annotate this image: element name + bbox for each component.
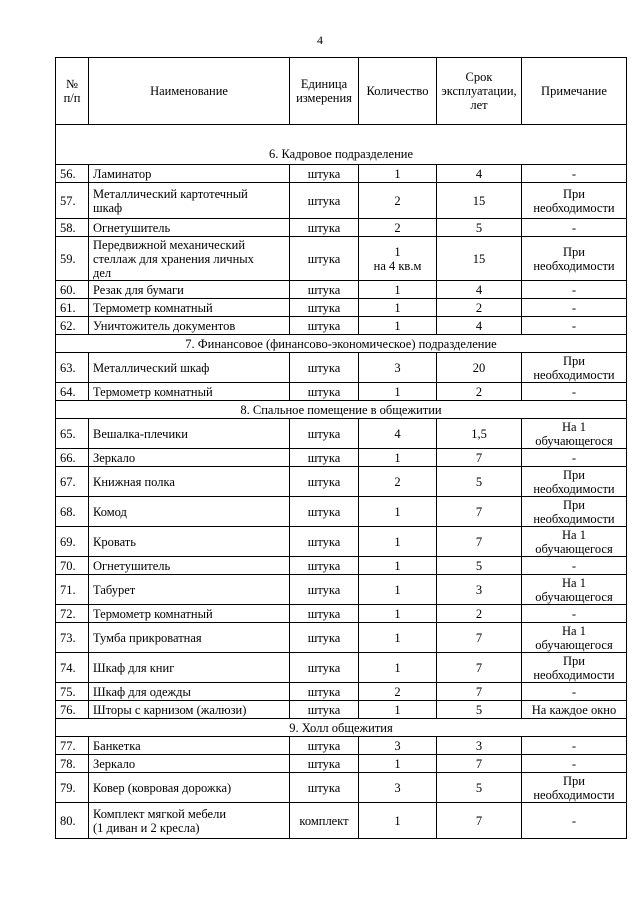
service-life: 7 (437, 683, 522, 701)
cell-line: При (563, 497, 585, 512)
table-row (56, 683, 627, 701)
service-life: 5 (437, 701, 522, 719)
note (522, 623, 627, 653)
table-row (56, 527, 627, 557)
table-row (56, 281, 627, 299)
item-name (89, 755, 290, 773)
cell-line: При (563, 467, 585, 482)
cell-line: 1 (394, 660, 401, 675)
service-life: 7 (437, 449, 522, 467)
note (522, 653, 627, 683)
cell-line: 1 (394, 300, 401, 315)
cell-line: (1 диван и 2 кресла) (93, 820, 200, 835)
service-life: 7 (437, 623, 522, 653)
item-name (89, 701, 290, 719)
cell-line: - (571, 738, 577, 753)
quantity (359, 281, 437, 299)
cell-line: На 1 (562, 623, 586, 638)
cell-line: необходимости (533, 481, 615, 496)
service-life: 2 (437, 299, 522, 317)
item-name (89, 449, 290, 467)
note (522, 383, 627, 401)
service-life: 4 (437, 281, 522, 299)
row-number: 73. (56, 623, 89, 653)
cell-line: шкаф (93, 200, 123, 215)
cell-line: обучающегося (535, 433, 613, 448)
unit: штука (290, 383, 359, 401)
note (522, 419, 627, 449)
item-name (89, 737, 290, 755)
quantity (359, 737, 437, 755)
quantity (359, 183, 437, 219)
section-row (56, 125, 627, 165)
quantity (359, 575, 437, 605)
cell-line: - (571, 318, 577, 333)
service-life: 4 (437, 165, 522, 183)
cell-line: 1 (394, 166, 401, 181)
item-name (89, 575, 290, 605)
quantity (359, 317, 437, 335)
quantity (359, 653, 437, 683)
note (522, 219, 627, 237)
table-row (56, 419, 627, 449)
note (522, 527, 627, 557)
quantity (359, 623, 437, 653)
cell-line: Кровать (93, 534, 136, 549)
note (522, 557, 627, 575)
quantity (359, 497, 437, 527)
cell-line: Металлический картотечный (93, 186, 248, 201)
cell-line: Зеркало (93, 450, 136, 465)
section-row (56, 401, 627, 419)
unit: штука (290, 237, 359, 281)
cell-line: на 4 кв.м (373, 258, 422, 273)
item-name (89, 183, 290, 219)
table-row (56, 183, 627, 219)
table-row (56, 737, 627, 755)
item-name (89, 281, 290, 299)
cell-line: - (571, 300, 577, 315)
quantity (359, 383, 437, 401)
service-life: 20 (437, 353, 522, 383)
cell-line: На 1 (562, 419, 586, 434)
item-name (89, 383, 290, 401)
cell-line: необходимости (533, 667, 615, 682)
row-number: 56. (56, 165, 89, 183)
cell-line: обучающегося (535, 637, 613, 652)
unit: штука (290, 557, 359, 575)
item-name (89, 557, 290, 575)
table-row (56, 653, 627, 683)
cell-line: 1 (394, 282, 401, 297)
unit: штука (290, 701, 359, 719)
quantity (359, 605, 437, 623)
cell-line: 1 (394, 582, 401, 597)
table-row (56, 755, 627, 773)
note (522, 737, 627, 755)
row-number: 57. (56, 183, 89, 219)
unit: штука (290, 353, 359, 383)
cell-line: 1 (394, 813, 401, 828)
section-title: 8. Спальное помещение в общежитии (56, 401, 627, 419)
cell-line: 1 (394, 384, 401, 399)
table-header-row (56, 58, 627, 125)
cell-line: 1 (394, 450, 401, 465)
header-unit: Единица измерения (290, 58, 359, 125)
table-row (56, 497, 627, 527)
table-row (56, 803, 627, 839)
cell-line: 4 (394, 426, 401, 441)
table-row (56, 219, 627, 237)
cell-line: 1 (394, 504, 401, 519)
row-number: 65. (56, 419, 89, 449)
page-number: 4 (317, 33, 323, 47)
cell-line: При (563, 186, 585, 201)
service-life: 7 (437, 527, 522, 557)
cell-line: - (571, 606, 577, 621)
service-life: 15 (437, 237, 522, 281)
service-life: 15 (437, 183, 522, 219)
cell-line: Передвижной механический (93, 237, 246, 252)
cell-line: Зеркало (93, 756, 136, 771)
section-title: 9. Холл общежития (56, 719, 627, 737)
cell-line: 1 (394, 630, 401, 645)
note (522, 317, 627, 335)
quantity (359, 299, 437, 317)
cell-line: 3 (394, 780, 401, 795)
row-number: 75. (56, 683, 89, 701)
cell-line: Резак для бумаги (93, 282, 184, 297)
item-name (89, 219, 290, 237)
cell-line: Огнетушитель (93, 558, 171, 573)
table-row (56, 383, 627, 401)
service-life: 5 (437, 219, 522, 237)
quantity (359, 219, 437, 237)
quantity (359, 419, 437, 449)
table-row (56, 317, 627, 335)
table-row (56, 623, 627, 653)
cell-line: При (563, 244, 585, 259)
item-name (89, 803, 290, 839)
cell-line: необходимости (533, 787, 615, 802)
cell-line: Уничтожитель документов (93, 318, 236, 333)
cell-line: На 1 (562, 527, 586, 542)
unit: штука (290, 449, 359, 467)
service-life: 5 (437, 557, 522, 575)
cell-line: - (571, 558, 577, 573)
table-row (56, 353, 627, 383)
cell-line: Шторы с карнизом (жалюзи) (93, 702, 247, 717)
table-row (56, 237, 627, 281)
quantity (359, 683, 437, 701)
service-life: 3 (437, 737, 522, 755)
section-title: 6. Кадровое подразделение (56, 125, 627, 165)
unit: штука (290, 317, 359, 335)
item-name (89, 467, 290, 497)
row-number: 77. (56, 737, 89, 755)
unit: штука (290, 623, 359, 653)
cell-line: необходимости (533, 511, 615, 526)
cell-line: Металлический шкаф (93, 360, 210, 375)
row-number: 64. (56, 383, 89, 401)
note (522, 683, 627, 701)
note (522, 701, 627, 719)
cell-line: Термометр комнатный (93, 384, 213, 399)
table-row (56, 701, 627, 719)
unit: штука (290, 497, 359, 527)
cell-line: Ковер (ковровая дорожка) (93, 780, 232, 795)
table-row (56, 165, 627, 183)
row-number: 62. (56, 317, 89, 335)
service-life: 5 (437, 773, 522, 803)
item-name (89, 419, 290, 449)
cell-line: - (571, 756, 577, 771)
cell-line: Вешалка-плечики (93, 426, 188, 441)
unit: штука (290, 737, 359, 755)
note (522, 299, 627, 317)
cell-line: При (563, 653, 585, 668)
table-row (56, 557, 627, 575)
row-number: 58. (56, 219, 89, 237)
cell-line: 2 (394, 220, 401, 235)
row-number: 71. (56, 575, 89, 605)
item-name (89, 353, 290, 383)
cell-line: - (571, 813, 577, 828)
row-number: 60. (56, 281, 89, 299)
row-number: 79. (56, 773, 89, 803)
cell-line: При (563, 353, 585, 368)
row-number: 67. (56, 467, 89, 497)
unit: штука (290, 527, 359, 557)
cell-line: Шкаф для книг (93, 660, 175, 675)
unit: штука (290, 467, 359, 497)
service-life: 1,5 (437, 419, 522, 449)
row-number: 72. (56, 605, 89, 623)
unit: штука (290, 299, 359, 317)
cell-line: Табурет (93, 582, 136, 597)
unit: штука (290, 755, 359, 773)
cell-line: обучающегося (535, 541, 613, 556)
note (522, 165, 627, 183)
quantity (359, 527, 437, 557)
cell-line: 1 (394, 244, 401, 259)
cell-line: - (571, 384, 577, 399)
item-name (89, 299, 290, 317)
cell-line: - (571, 282, 577, 297)
item-name (89, 165, 290, 183)
row-number: 69. (56, 527, 89, 557)
note (522, 803, 627, 839)
cell-line: 1 (394, 756, 401, 771)
cell-line: Комплект мягкой мебели (93, 806, 227, 821)
cell-line: 3 (394, 360, 401, 375)
cell-line: При (563, 773, 585, 788)
quantity (359, 701, 437, 719)
cell-line: дел (93, 265, 112, 280)
cell-line: Шкаф для одежды (93, 684, 191, 699)
unit: штука (290, 219, 359, 237)
cell-line: Комод (93, 504, 127, 519)
unit: комплект (290, 803, 359, 839)
unit: штука (290, 653, 359, 683)
item-name (89, 653, 290, 683)
header-note: Примечание (522, 58, 627, 125)
cell-line: необходимости (533, 367, 615, 382)
service-life: 4 (437, 317, 522, 335)
note (522, 575, 627, 605)
header-qty: Количество (359, 58, 437, 125)
cell-line: На 1 (562, 575, 586, 590)
cell-line: 3 (394, 738, 401, 753)
row-number: 59. (56, 237, 89, 281)
cell-line: 1 (394, 318, 401, 333)
inventory-table (55, 57, 627, 839)
quantity (359, 773, 437, 803)
note (522, 497, 627, 527)
item-name (89, 623, 290, 653)
cell-line: На каждое окно (531, 702, 617, 717)
service-life: 3 (437, 575, 522, 605)
note (522, 281, 627, 299)
table-row (56, 773, 627, 803)
row-number: 61. (56, 299, 89, 317)
note (522, 353, 627, 383)
quantity (359, 353, 437, 383)
row-number: 74. (56, 653, 89, 683)
table-row (56, 605, 627, 623)
unit: штука (290, 183, 359, 219)
quantity (359, 803, 437, 839)
item-name (89, 497, 290, 527)
row-number: 68. (56, 497, 89, 527)
quantity (359, 237, 437, 281)
quantity (359, 467, 437, 497)
cell-line: - (571, 166, 577, 181)
unit: штука (290, 683, 359, 701)
section-row (56, 719, 627, 737)
note (522, 755, 627, 773)
item-name (89, 317, 290, 335)
unit: штука (290, 165, 359, 183)
row-number: 76. (56, 701, 89, 719)
note (522, 449, 627, 467)
cell-line: Книжная полка (93, 474, 175, 489)
cell-line: 2 (394, 193, 401, 208)
cell-line: 2 (394, 474, 401, 489)
note (522, 237, 627, 281)
cell-line: 1 (394, 558, 401, 573)
unit: штука (290, 419, 359, 449)
note (522, 183, 627, 219)
quantity (359, 755, 437, 773)
unit: штука (290, 281, 359, 299)
service-life: 2 (437, 383, 522, 401)
quantity (359, 557, 437, 575)
item-name (89, 605, 290, 623)
cell-line: необходимости (533, 258, 615, 273)
cell-line: необходимости (533, 200, 615, 215)
item-name (89, 237, 290, 281)
item-name (89, 683, 290, 701)
service-life: 7 (437, 755, 522, 773)
cell-line: Термометр комнатный (93, 300, 213, 315)
header-term: Срок эксплуатации, лет (437, 58, 522, 125)
cell-line: Термометр комнатный (93, 606, 213, 621)
service-life: 7 (437, 803, 522, 839)
quantity (359, 449, 437, 467)
unit: штука (290, 575, 359, 605)
row-number: 66. (56, 449, 89, 467)
service-life: 7 (437, 653, 522, 683)
cell-line: - (571, 220, 577, 235)
service-life: 7 (437, 497, 522, 527)
cell-line: обучающегося (535, 589, 613, 604)
header-name: Наименование (89, 58, 290, 125)
quantity (359, 165, 437, 183)
service-life: 2 (437, 605, 522, 623)
cell-line: 2 (394, 684, 401, 699)
note (522, 605, 627, 623)
cell-line: Банкетка (93, 738, 141, 753)
cell-line: 1 (394, 702, 401, 717)
cell-line: Огнетушитель (93, 220, 171, 235)
section-title: 7. Финансовое (финансово-экономическое) подразделение (56, 335, 627, 353)
row-number: 70. (56, 557, 89, 575)
service-life: 5 (437, 467, 522, 497)
item-name (89, 773, 290, 803)
row-number: 80. (56, 803, 89, 839)
row-number: 78. (56, 755, 89, 773)
cell-line: 1 (394, 606, 401, 621)
unit: штука (290, 773, 359, 803)
table-row (56, 575, 627, 605)
cell-line: - (571, 684, 577, 699)
cell-line: 1 (394, 534, 401, 549)
note (522, 773, 627, 803)
row-number: 63. (56, 353, 89, 383)
cell-line: - (571, 450, 577, 465)
table-row (56, 467, 627, 497)
cell-line: стеллаж для хранения личных (93, 251, 254, 266)
table-row (56, 449, 627, 467)
section-row (56, 335, 627, 353)
cell-line: Ламинатор (93, 166, 152, 181)
item-name (89, 527, 290, 557)
header-num: № п/п (56, 58, 89, 125)
table-row (56, 299, 627, 317)
cell-line: Тумба прикроватная (93, 630, 202, 645)
unit: штука (290, 605, 359, 623)
note (522, 467, 627, 497)
